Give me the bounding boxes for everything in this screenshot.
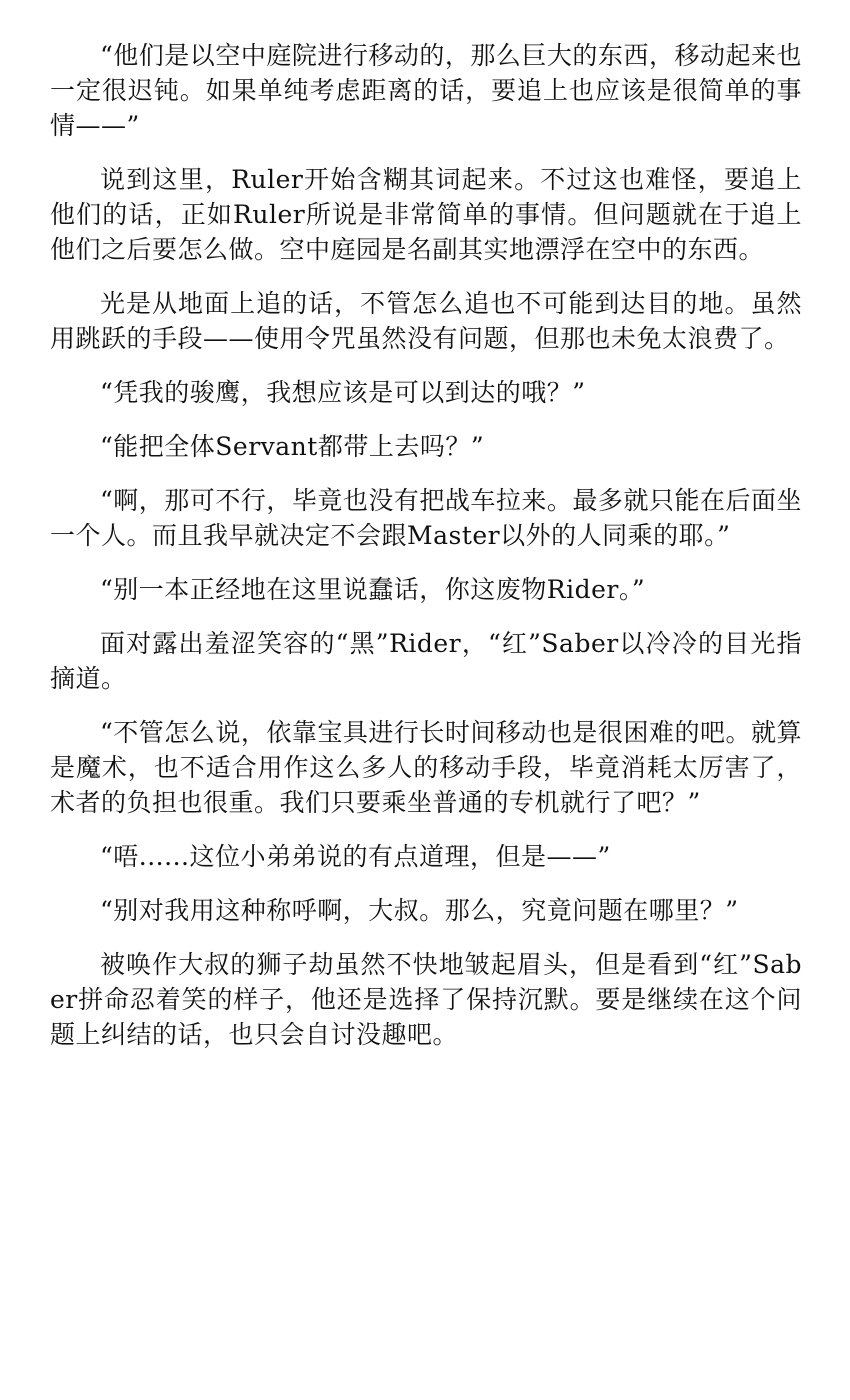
paragraph-8: 面对露出羞涩笑容的“黑”Rider，“红”Saber以冷冷的目光指摘道。 <box>50 629 802 693</box>
paragraph-9: “不管怎么说，依靠宝具进行长时间移动也是很困难的吧。就算是魔术，也不适合用作这么多人的移动手段，毕竟消耗太厉害了，术者的负担也很重。我们只要乘坐普通的专机就行了吧？” <box>50 718 802 817</box>
book-page <box>50 38 802 1071</box>
paragraph-7: “别一本正经地在这里说蠢话，你这废物Rider。” <box>100 575 646 604</box>
paragraph-10: “唔......这位小弟弟说的有点道理，但是——” <box>100 842 611 871</box>
paragraph-3: 光是从地面上追的话，不管怎么追也不可能到达目的地。虽然用跳跃的手段——使用令咒虽然没有问题，但那也未免太浪费了。 <box>50 289 802 353</box>
paragraph-6: “啊，那可不行，毕竟也没有把战车拉来。最多就只能在后面坐一个人。而且我早就决定不会跟Master以外的人同乘的耶。” <box>50 486 802 550</box>
paragraph-4: “凭我的骏鹰，我想应该是可以到达的哦？” <box>100 378 586 407</box>
paragraph-2: 说到这里，Ruler开始含糊其词起来。不过这也难怪，要追上他们的话，正如Ruler所说是非常简单的事情。但问题就在于追上他们之后要怎么做。空中庭园是名副其实地漂浮在空中的东西。 <box>50 165 802 264</box>
paragraph-11: “别对我用这种称呼啊，大叔。那么，究竟问题在哪里？” <box>100 896 739 925</box>
paragraph-1: “他们是以空中庭院进行移动的，那么巨大的东西，移动起来也一定很迟钝。如果单纯考虑距离的话，要追上也应该是很简单的事情——” <box>50 41 802 140</box>
paragraph-12: 被唤作大叔的狮子劫虽然不快地皱起眉头，但是看到“红”Saber拼命忍着笑的样子，他还是选择了保持沉默。要是继续在这个问题上纠结的话，也只会自讨没趣吧。 <box>50 950 802 1049</box>
paragraph-5: “能把全体Servant都带上去吗？” <box>100 432 485 461</box>
